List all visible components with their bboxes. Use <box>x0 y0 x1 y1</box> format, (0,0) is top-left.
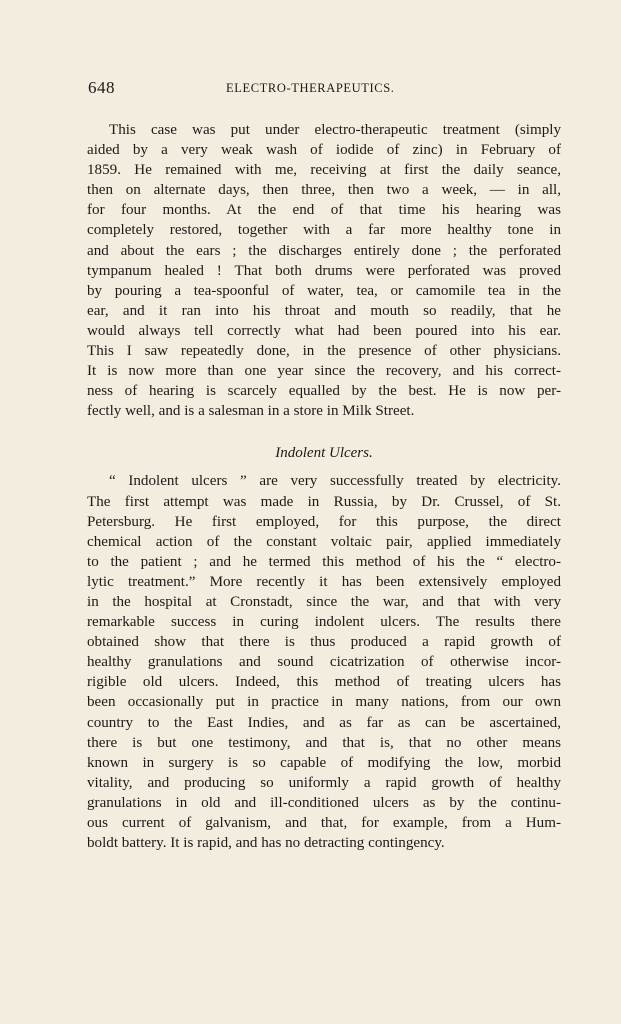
text-line: granulations in old and ill-conditioned ulcers as by the continu- <box>87 794 561 811</box>
paragraph-case-report <box>87 120 561 421</box>
text-line: tympanum healed ! That both drums were perforated was proved <box>87 262 561 279</box>
text-line: Petersburg. He first employed, for this purpose, the direct <box>87 513 561 530</box>
paragraph-indolent-ulcers <box>87 471 561 853</box>
page-number: 648 <box>88 78 115 97</box>
text-line: for four months. At the end of that time his hearing was <box>87 202 561 219</box>
text-line: then on alternate days, then three, then two a week, — in all, <box>87 182 561 199</box>
text-line: obtained show that there is thus produced a rapid growth of <box>87 634 561 651</box>
text-line: there is but one testimony, and that is, that no other means <box>87 734 561 751</box>
running-head: ELECTRO-THERAPEUTICS. <box>226 81 395 95</box>
text-line: would always tell correctly what had been poured into his ear. <box>87 322 561 339</box>
text-line: to the patient ; and he termed this method of his the “ electro- <box>87 553 561 570</box>
text-line: boldt battery. It is rapid, and has no detracting contingency. <box>87 835 445 852</box>
text-line: ous current of galvanism, and that, for example, from a Hum- <box>87 815 561 831</box>
text-line: completely restored, together with a far more healthy tone in <box>87 222 561 239</box>
text-line: vitality, and producing so uniformly a rapid growth of healthy <box>87 774 561 791</box>
text-line: remarkable success in curing indolent ulcers. The results there <box>87 614 561 631</box>
text-line: This I saw repeatedly done, in the presence of other physicians. <box>87 343 561 360</box>
text-line: fectly well, and is a salesman in a store in Milk Street. <box>87 403 415 420</box>
text-line: in the hospital at Cronstadt, since the war, and that with very <box>87 593 561 610</box>
text-line: ness of hearing is scarcely equalled by the best. He is now per- <box>87 383 561 400</box>
text-line: It is now more than one year since the recovery, and his correct- <box>87 363 561 380</box>
text-line: country to the East Indies, and as far as can be ascertained, <box>87 714 561 731</box>
text-line: rigible old ulcers. Indeed, this method of treating ulcers has <box>87 674 561 691</box>
text-line: The first attempt was made in Russia, by Dr. Crussel, of St. <box>87 493 561 510</box>
section-spacer <box>87 421 561 442</box>
text-line: This case was put under electro-therapeutic treatment (simply <box>109 122 561 138</box>
text-line: “ Indolent ulcers ” are very successfully treated by electricity. <box>109 473 561 490</box>
text-line: been occasionally put in practice in many nations, from our own <box>87 694 561 711</box>
text-line: by pouring a tea-spoonful of water, tea, or camomile tea in the <box>87 282 561 299</box>
text-line: ear, and it ran into his throat and mouth so readily, that he <box>87 302 561 319</box>
text-line: lytic treatment.” More recently it has been extensively employed <box>87 573 561 590</box>
text-line: known in surgery is so capable of modifying the low, morbid <box>87 754 561 771</box>
text-line: 1859. He remained with me, receiving at first the daily seance, <box>87 162 561 179</box>
body-text <box>87 120 561 853</box>
text-line: chemical action of the constant voltaic pair, applied immediately <box>87 533 561 550</box>
text-line: and about the ears ; the discharges entirely done ; the perforated <box>87 242 561 259</box>
text-line: healthy granulations and sound cicatrization of otherwise incor- <box>87 654 561 671</box>
page-header <box>88 78 558 100</box>
text-line: aided by a very weak wash of iodide of zinc) in February of <box>87 142 561 159</box>
section-heading: Indolent Ulcers. <box>275 445 373 462</box>
